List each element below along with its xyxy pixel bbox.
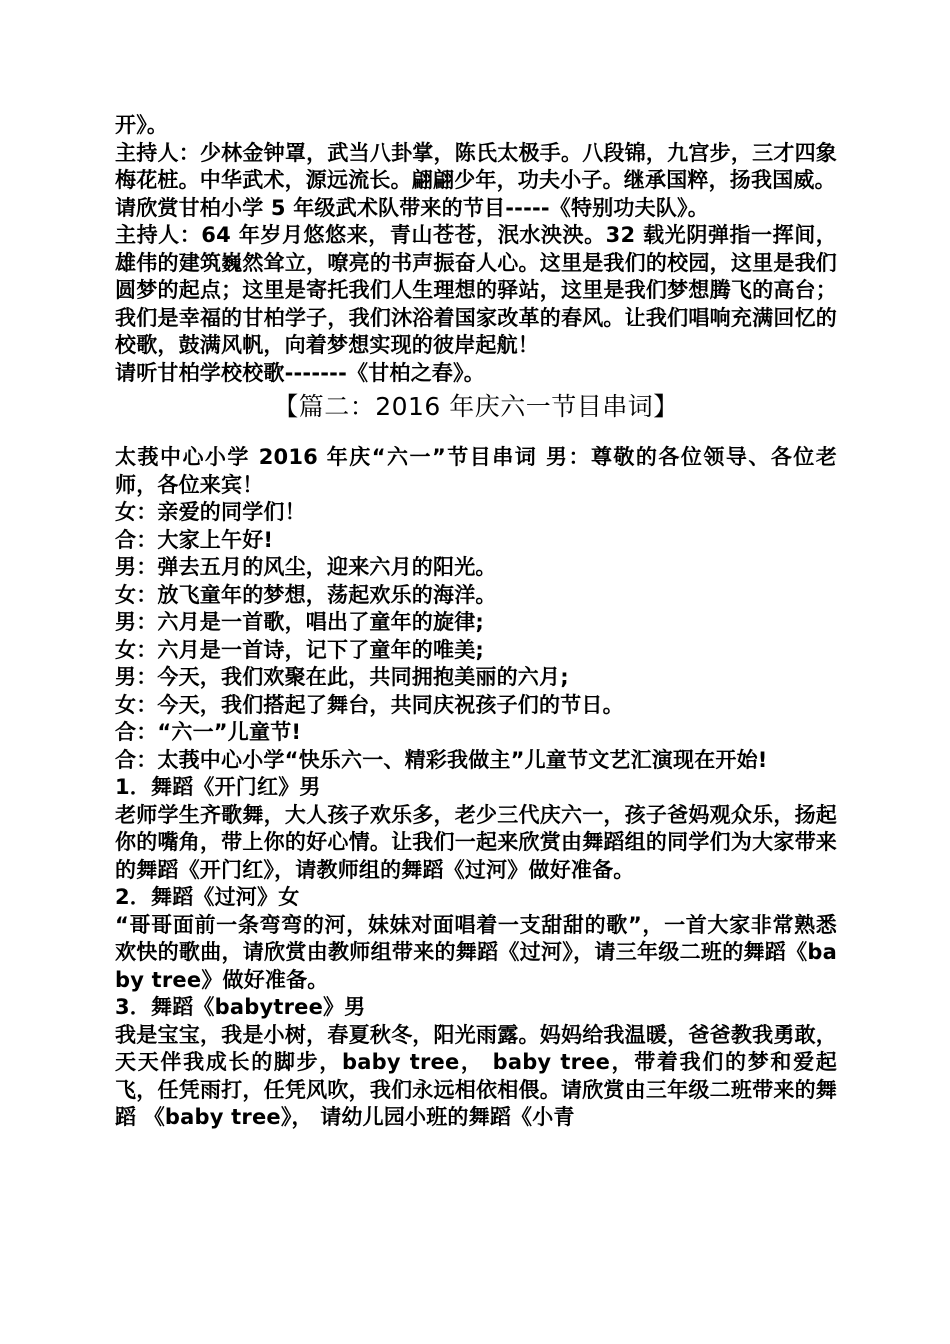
paragraph: 主持人：64 年岁月悠悠来，青山苍苍，泯水泱泱。32 载光阴弹指一挥间，雄伟的建筑巍然耸立，嘹亮的书声振奋人心。这里是我们的校园，这里是我们圆梦的起点；这里是寄托我们人生理想的驿站，这里是我们梦想腾飞的高台；我们是幸福的甘柏学子，我们沐浴着国家改革的春风。让我们唱响充满回忆的校歌，鼓满风帆，向着梦想实现的彼岸起航！	[115, 223, 837, 357]
document-page	[115, 112, 837, 1132]
paragraph: 女：亲爱的同学们！	[115, 500, 306, 524]
paragraph: 男：六月是一首歌，唱出了童年的旋律;	[115, 610, 484, 634]
paragraph: 我是宝宝，我是小树，春夏秋冬，阳光雨露。妈妈给我温暖，爸爸教我勇敢，天天伴我成长的脚步，baby tree， baby tree，带着我们的梦和爱起飞，任凭雨打，任凭风吹，我们永远相依相偎。请欣赏由三年级二班带来的舞蹈 《baby tree》， 请幼儿园小班的舞蹈《小青	[115, 1022, 837, 1129]
paragraph: “哥哥面前一条弯弯的河，妹妹对面唱着一支甜甜的歌”，一首大家非常熟悉欢快的歌曲，请欣赏由教师组带来的舞蹈《过河》，请三年级二班的舞蹈《baby tree》做好准备。	[115, 912, 837, 992]
section-two	[115, 444, 837, 1132]
section-one	[115, 112, 837, 387]
paragraph: 主持人：少林金钟罩，武当八卦掌，陈氏太极手。八段锦，九宫步，三才四象梅花桩。中华武术，源远流长。翩翩少年，功夫小子。继承国粹，扬我国威。	[115, 140, 837, 192]
paragraph: 2．舞蹈《过河》女	[115, 885, 300, 909]
paragraph: 老师学生齐歌舞，大人孩子欢乐多，老少三代庆六一，孩子爸妈观众乐，扬起你的嘴角，带上你的好心情。让我们一起来欣赏由舞蹈组的同学们为大家带来的舞蹈《开门红》，请教师组的舞蹈《过河》做好准备。	[115, 802, 837, 882]
paragraph: 合：大家上午好!	[115, 527, 274, 552]
paragraph: 太莪中心小学 2016 年庆“六一”节目串词 男：尊敬的各位领导、各位老师，各位来宾！	[115, 445, 837, 497]
section-heading: 【篇二：2016 年庆六一节目串词】	[273, 392, 679, 421]
paragraph: 男：今天，我们欢聚在此，共同拥抱美丽的六月;	[115, 665, 569, 689]
paragraph: 女：六月是一首诗，记下了童年的唯美;	[115, 637, 484, 662]
paragraph: 开》。	[115, 113, 169, 137]
paragraph: 女：放飞童年的梦想，荡起欢乐的海洋。	[115, 582, 497, 607]
paragraph: 合：太莪中心小学“快乐六一、精彩我做主”儿童节文艺汇演现在开始!	[115, 747, 768, 772]
paragraph: 3．舞蹈《babytree》男	[115, 995, 366, 1019]
paragraph: 请听甘柏学校校歌-------《甘柏之春》。	[115, 360, 485, 385]
paragraph: 1．舞蹈《开门红》男	[115, 775, 321, 799]
paragraph: 男：弹去五月的风尘，迎来六月的阳光。	[115, 555, 497, 579]
paragraph: 女：今天，我们搭起了舞台，共同庆祝孩子们的节日。	[115, 692, 624, 717]
paragraph: 合：“六一”儿童节!	[115, 720, 302, 744]
paragraph: 请欣赏甘柏小学 5 年级武术队带来的节目-----《特别功夫队》。	[115, 195, 709, 220]
